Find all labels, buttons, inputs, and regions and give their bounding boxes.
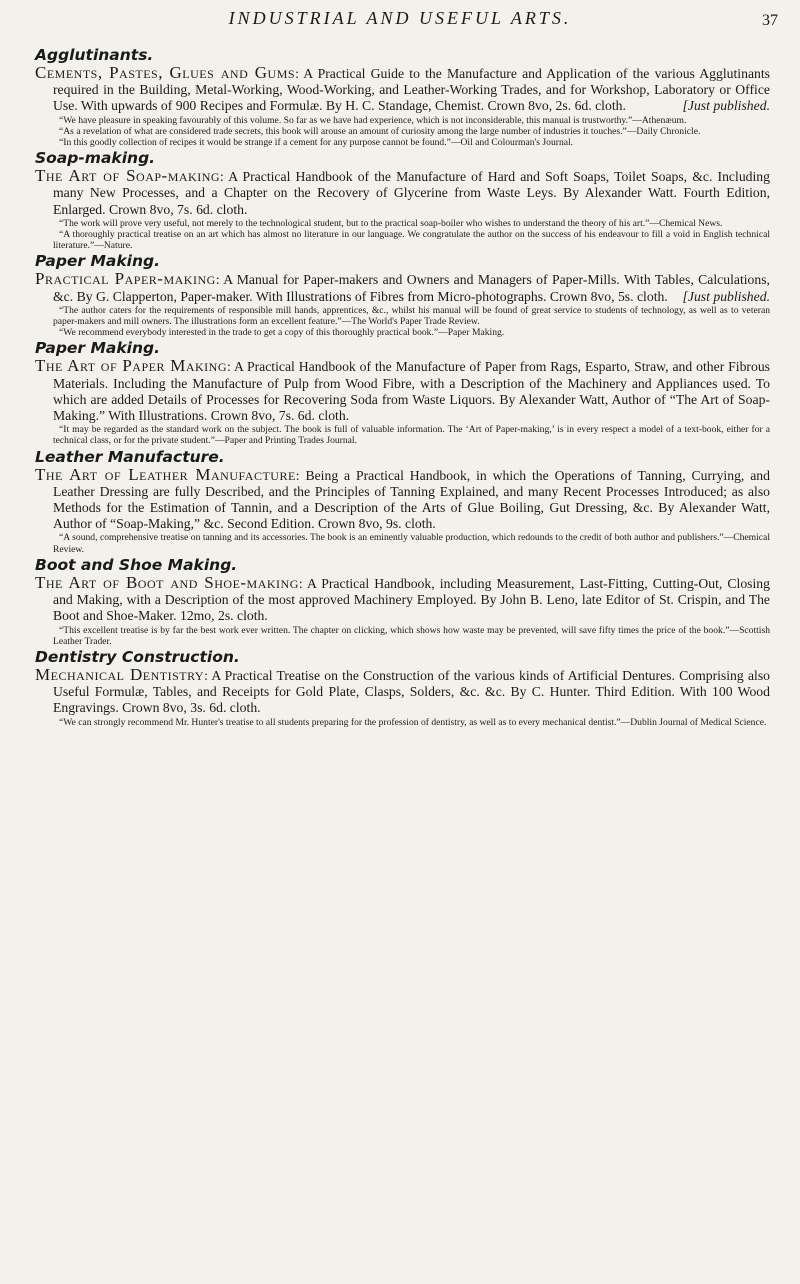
section-heading: Paper Making. — [35, 339, 160, 358]
review-quote: “It may be regarded as the standard work on the subject. The book is full of valuable information. The ‘Art of Paper-making,’ is in every respect a model of a text-book, either for a technical class, or for the private student.”—Paper and Printing Trades Journal. — [53, 424, 770, 447]
book-entry — [35, 168, 770, 251]
entry-description — [35, 572, 770, 625]
book-entry — [35, 358, 770, 446]
entry-body: : A Practical Treatise on the Construction of the various kinds of Artificial Dentures. Comprising also Useful Formulæ, Tables, and Receipts for Gold Plate, Clasps, Solders, &c. &c. By C. Hunter. Third Edition. With 100 Wood Engravings. Crown 8vo, 3s. 6d. cloth. — [53, 667, 770, 716]
entry-body: : A Manual for Paper-makers and Owners and Managers of Paper-Mills. With Tables, Calculations, &c. By G. Clapperton, Paper-maker. With Illustrations of Fibres from Micro-photographs. Crown 8vo, 5s. cloth. — [53, 272, 770, 304]
running-title: INDUSTRIAL AND USEFUL ARTS. — [228, 8, 572, 28]
entry-title: Cements, Pastes, Glues and Gums — [35, 63, 296, 82]
review-quote: “This excellent treatise is by far the best work ever written. The chapter on clicking, which shows how waste may be prevented, will save fifty times the price of the book.”—Scottish Leather Trader. — [53, 624, 770, 647]
entry-body: : A Practical Handbook of the Manufacture of Hard and Soft Soaps, Toilet Soaps, &c. Including many New Processes, and a Chapter on the Recovery of Glycerine from Waste Leys. By Alexander Watt. Fourth Edition, Enlarged. Crown 8vo, 7s. 6d. cloth. — [53, 169, 770, 217]
entry-title: The Art of Soap-making — [35, 166, 221, 186]
review-quote: “As a revelation of what are considered trade secrets, this book will arouse an amount of curiosity among the large number of industries it touches.”—Daily Chronicle. — [59, 125, 701, 137]
book-entry — [35, 65, 770, 148]
review-quote: “We have pleasure in speaking favourably of this volume. So far as we have had experience, which is not inconsiderable, this manual is trustworthy.”—Athenæum. — [59, 114, 687, 126]
entry-description — [35, 168, 770, 218]
book-entry — [35, 664, 770, 728]
review-quote: “The work will prove very useful, not merely to the technological student, but to the practical soap-boiler who wishes to understand the theory of his art.”—Chemical News. — [59, 217, 723, 229]
entry-description — [35, 65, 770, 115]
page-content — [35, 46, 770, 729]
review-quote: “In this goodly collection of recipes it would be strange if a cement for any purpose cannot be found.”—Oil and Colourman's Journal. — [59, 137, 574, 149]
entry-title: Practical Paper-making — [35, 269, 216, 289]
review-quote: “We recommend everybody interested in the trade to get a copy of this thoroughly practical book.”—Paper Making. — [59, 327, 505, 339]
review-quote: “A thoroughly practical treatise on an art which has almost no literature in our language. We congratulate the author on the success of his endeavour to fill a void in English technical literature.”—Nature. — [53, 229, 770, 252]
review-quote: “We can strongly recommend Mr. Hunter's treatise to all students preparing for the profession of dentistry, as well as to every mechanical dentist.”—Dublin Journal of Medical Science. — [59, 716, 767, 728]
book-entry — [35, 572, 770, 647]
review-quote: “A sound, comprehensive treatise on tanning and its accessories. The book is an eminently valuable production, which redounds to the credit of both author and publishers.”—Chemical Review. — [53, 532, 770, 555]
book-entry — [35, 271, 770, 338]
entry-body: : A Practical Handbook of the Manufacture of Paper from Rags, Esparto, Straw, and other Fibrous Materials. Including the Manufacture of Pulp from Wood Fibre, with a Description of the Machinery and Appliances used. To which are added Details of Processes for Recovering Soda from Waste Liquors. By Alexander Watt, Author of “The Art of Soap-Making.” With Illustrations. Crown 8vo, 7s. 6d. cloth. — [53, 359, 771, 424]
entry-description — [35, 271, 770, 304]
entry-description — [35, 358, 770, 424]
page-number: 37 — [762, 12, 778, 29]
section-heading: Soap-making. — [35, 149, 156, 168]
section-heading: Paper Making. — [35, 252, 160, 271]
entry-title: The Art of Leather Manufacture — [35, 464, 296, 484]
book-entry — [35, 464, 770, 555]
entry-title: The Art of Boot and Shoe-making — [35, 572, 299, 592]
entry-body: : Being a Practical Handbook, in which the Operations of Tanning, Currying, and Leather Dressing are fully Described, and the Principles of Tanning Explained, and many Recent Processes Introduced; as also Methods for the Estimation of Tannin, and a Description of the Arts of Glue Boiling, Gut Dressing, &c. By Alexander Watt, Author of “Soap-Making,” &c. Second Edition. Crown 8vo, 9s. cloth. — [53, 467, 770, 532]
entry-description — [35, 464, 770, 533]
entry-body: : A Practical Guide to the Manufacture and Application of the various Agglutinants required in the Building, Metal-Working, Wood-Working, and Leather-Working Trades, and for Workshop, Laboratory or Office Use. With upwards of 900 Recipes and Formulæ. By H. C. Standage, Chemist. Crown 8vo, 2s. 6d. cloth. — [53, 66, 770, 114]
entry-title: The Art of Paper Making — [35, 356, 227, 376]
section-heading: Agglutinants. — [35, 46, 154, 64]
section-heading: Boot and Shoe Making. — [35, 555, 238, 574]
section-heading: Leather Manufacture. — [35, 447, 225, 466]
entry-title: Mechanical Dentistry — [35, 664, 205, 684]
entry-description — [35, 664, 770, 717]
entry-body: : A Practical Handbook, including Measurement, Last-Fitting, Cutting-Out, Closing and Making, with a Description of the most approved Machinery Employed. By John B. Leno, late Editor of St. Crispin, and The Boot and Shoe-Maker. 12mo, 2s. cloth. — [53, 575, 770, 624]
review-quote: “The author caters for the requirements of responsible mill hands, apprentices, &c., whilst his manual will be found of great service to students of technology, as well as to veteran paper-makers and mill owners. The illustrations form an excellent feature.”—The World's Paper Trade Review. — [53, 304, 770, 328]
published-note: [Just published. — [682, 288, 770, 304]
section-heading: Dentistry Construction. — [35, 647, 240, 666]
published-note: [Just published. — [682, 98, 770, 114]
